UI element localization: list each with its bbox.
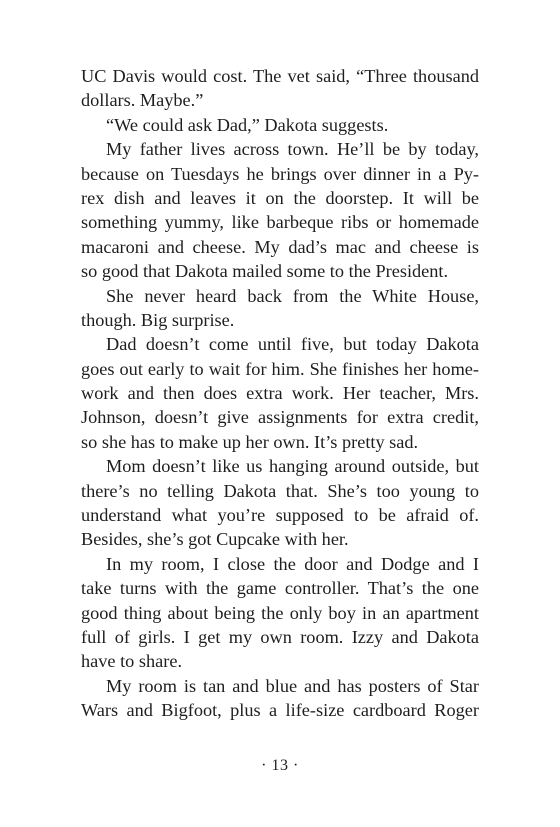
text-line: though. Big surprise. xyxy=(81,309,235,330)
text-line: full of girls. I get my own room. Izzy and Dakota xyxy=(81,626,479,647)
text-line: Wars and Bigfoot, plus a life-size cardboard Roger xyxy=(81,700,479,721)
text-line: My father lives across town. He’ll be by today, xyxy=(106,139,479,160)
text-line: Johnson, doesn’t give assignments for extra credit, xyxy=(81,407,479,428)
text-line: She never heard back from the White House, xyxy=(106,285,479,306)
text-line: Dad doesn’t come until five, but today Dakota xyxy=(106,334,479,355)
text-line: macaroni and cheese. My dad’s mac and cheese is xyxy=(81,236,479,257)
text-line: UC Davis would cost. The vet said, “Three thousand xyxy=(81,66,479,86)
text-line: there’s no telling Dakota that. She’s too young to xyxy=(81,480,479,501)
text-line: so she has to make up her own. It’s pretty sad. xyxy=(81,431,419,452)
text-line: Besides, she’s got Cupcake with her. xyxy=(81,529,349,550)
page-number: · 13 · xyxy=(261,757,299,774)
text-line: rex dish and leaves it on the doorstep. It will be xyxy=(81,187,479,208)
text-line: goes out early to wait for him. She finishes her home- xyxy=(81,358,479,379)
text-line: take turns with the game controller. That’s the one xyxy=(81,578,479,599)
text-line: work and then does extra work. Her teacher, Mrs. xyxy=(81,383,479,404)
text-line: “We could ask Dad,” Dakota suggests. xyxy=(106,114,389,135)
text-line: My room is tan and blue and has posters of Star xyxy=(106,675,479,696)
text-line: dollars. Maybe.” xyxy=(81,90,204,111)
text-line: because on Tuesdays he brings over dinner in a Py- xyxy=(81,163,479,184)
text-line: good thing about being the only boy in an apartment xyxy=(81,602,479,623)
text-line: something yummy, like barbeque ribs or homemade xyxy=(81,212,479,233)
text-line: have to share. xyxy=(81,651,183,672)
text-line: In my room, I close the door and Dodge and I xyxy=(106,553,479,574)
page-body xyxy=(81,64,479,723)
text-line: Mom doesn’t like us hanging around outside, but xyxy=(106,456,479,477)
text-line: so good that Dakota mailed some to the President. xyxy=(81,261,449,282)
text-line: understand what you’re supposed to be afraid of. xyxy=(81,505,479,526)
